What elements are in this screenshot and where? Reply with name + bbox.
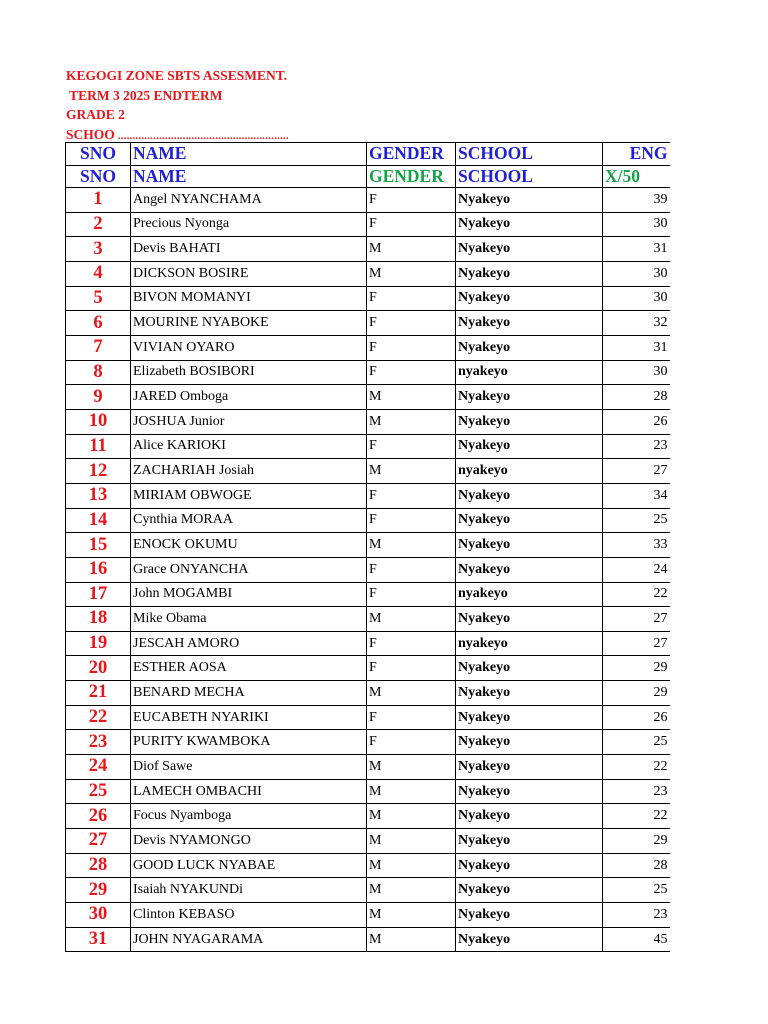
cell-eng-score: 30 — [603, 286, 670, 311]
cell-gender: M — [367, 385, 456, 410]
table-row — [66, 385, 670, 410]
cell-name: Precious Nyonga — [131, 212, 367, 237]
table-row — [66, 508, 670, 533]
cell-name: Diof Sawe — [131, 755, 367, 780]
results-table — [65, 142, 670, 952]
cell-sno: 22 — [66, 705, 131, 730]
cell-gender: M — [367, 607, 456, 632]
cell-name: JOSHUA Junior — [131, 409, 367, 434]
subheader-name: NAME — [131, 165, 367, 188]
cell-school: Nyakeyo — [456, 188, 603, 213]
header-school: SCHOOL — [456, 143, 603, 166]
subheader-school: SCHOOL — [456, 165, 603, 188]
cell-eng-score: 39 — [603, 188, 670, 213]
cell-eng-score: 23 — [603, 903, 670, 928]
cell-name: Mike Obama — [131, 607, 367, 632]
cell-eng-score: 28 — [603, 853, 670, 878]
subheader-gender: GENDER — [367, 165, 456, 188]
cell-school: Nyakeyo — [456, 903, 603, 928]
cell-school: Nyakeyo — [456, 607, 603, 632]
document-header — [66, 66, 289, 144]
table-row — [66, 483, 670, 508]
cell-school: Nyakeyo — [456, 730, 603, 755]
cell-school: Nyakeyo — [456, 829, 603, 854]
cell-eng-score: 27 — [603, 607, 670, 632]
cell-sno: 27 — [66, 829, 131, 854]
cell-school: nyakeyo — [456, 360, 603, 385]
cell-sno: 25 — [66, 779, 131, 804]
table-row — [66, 582, 670, 607]
cell-sno: 2 — [66, 212, 131, 237]
cell-gender: F — [367, 582, 456, 607]
cell-sno: 5 — [66, 286, 131, 311]
term-title: TERM 3 2025 ENDTERM — [66, 87, 223, 103]
cell-school: Nyakeyo — [456, 385, 603, 410]
cell-name: MIRIAM OBWOGE — [131, 483, 367, 508]
cell-name: Angel NYANCHAMA — [131, 188, 367, 213]
cell-school: Nyakeyo — [456, 483, 603, 508]
table-row — [66, 311, 670, 336]
cell-eng-score: 22 — [603, 582, 670, 607]
cell-school: Nyakeyo — [456, 755, 603, 780]
cell-name: Focus Nyamboga — [131, 804, 367, 829]
cell-gender: M — [367, 261, 456, 286]
cell-sno: 12 — [66, 459, 131, 484]
cell-eng-score: 34 — [603, 483, 670, 508]
cell-school: Nyakeyo — [456, 804, 603, 829]
cell-eng-score: 32 — [603, 311, 670, 336]
cell-school: Nyakeyo — [456, 286, 603, 311]
cell-sno: 29 — [66, 878, 131, 903]
cell-sno: 28 — [66, 853, 131, 878]
cell-name: JESCAH AMORO — [131, 631, 367, 656]
cell-gender: M — [367, 533, 456, 558]
table-row — [66, 853, 670, 878]
cell-gender: F — [367, 656, 456, 681]
cell-sno: 31 — [66, 927, 131, 952]
cell-eng-score: 22 — [603, 755, 670, 780]
cell-gender: F — [367, 311, 456, 336]
cell-name: DICKSON BOSIRE — [131, 261, 367, 286]
cell-school: Nyakeyo — [456, 779, 603, 804]
cell-name: ENOCK OKUMU — [131, 533, 367, 558]
cell-sno: 17 — [66, 582, 131, 607]
cell-school: Nyakeyo — [456, 311, 603, 336]
header-gender: GENDER — [367, 143, 456, 166]
cell-school: Nyakeyo — [456, 878, 603, 903]
cell-school: Nyakeyo — [456, 508, 603, 533]
table-row — [66, 779, 670, 804]
cell-sno: 16 — [66, 557, 131, 582]
cell-school: Nyakeyo — [456, 212, 603, 237]
cell-gender: F — [367, 434, 456, 459]
cell-name: Clinton KEBASO — [131, 903, 367, 928]
cell-name: ZACHARIAH Josiah — [131, 459, 367, 484]
cell-gender: M — [367, 409, 456, 434]
cell-sno: 18 — [66, 607, 131, 632]
cell-school: Nyakeyo — [456, 237, 603, 262]
cell-gender: M — [367, 853, 456, 878]
cell-sno: 10 — [66, 409, 131, 434]
cell-sno: 6 — [66, 311, 131, 336]
cell-school: Nyakeyo — [456, 261, 603, 286]
cell-gender: M — [367, 804, 456, 829]
table-row — [66, 656, 670, 681]
cell-gender: M — [367, 237, 456, 262]
table-row — [66, 903, 670, 928]
cell-eng-score: 25 — [603, 508, 670, 533]
cell-sno: 20 — [66, 656, 131, 681]
table-header-row — [66, 143, 670, 166]
cell-eng-score: 29 — [603, 829, 670, 854]
cell-eng-score: 25 — [603, 730, 670, 755]
table-row — [66, 607, 670, 632]
table-row — [66, 681, 670, 706]
cell-school: Nyakeyo — [456, 335, 603, 360]
cell-school: Nyakeyo — [456, 927, 603, 952]
cell-gender: M — [367, 878, 456, 903]
cell-gender: F — [367, 212, 456, 237]
cell-eng-score: 27 — [603, 631, 670, 656]
table-row — [66, 459, 670, 484]
cell-school: Nyakeyo — [456, 705, 603, 730]
cell-sno: 4 — [66, 261, 131, 286]
cell-gender: M — [367, 459, 456, 484]
cell-sno: 24 — [66, 755, 131, 780]
cell-name: Devis BAHATI — [131, 237, 367, 262]
cell-gender: F — [367, 188, 456, 213]
cell-school: Nyakeyo — [456, 533, 603, 558]
cell-eng-score: 22 — [603, 804, 670, 829]
cell-eng-score: 33 — [603, 533, 670, 558]
cell-sno: 3 — [66, 237, 131, 262]
cell-name: GOOD LUCK NYABAE — [131, 853, 367, 878]
table-row — [66, 878, 670, 903]
cell-gender: M — [367, 755, 456, 780]
cell-school: nyakeyo — [456, 582, 603, 607]
subheader-max-score: X/50 — [603, 165, 670, 188]
cell-name: PURITY KWAMBOKA — [131, 730, 367, 755]
cell-eng-score: 29 — [603, 656, 670, 681]
cell-school: Nyakeyo — [456, 656, 603, 681]
table-row — [66, 533, 670, 558]
cell-name: Alice KARIOKI — [131, 434, 367, 459]
cell-sno: 23 — [66, 730, 131, 755]
cell-eng-score: 30 — [603, 212, 670, 237]
cell-sno: 1 — [66, 188, 131, 213]
cell-gender: F — [367, 508, 456, 533]
cell-sno: 14 — [66, 508, 131, 533]
table-row — [66, 409, 670, 434]
table-row — [66, 360, 670, 385]
cell-name: Elizabeth BOSIBORI — [131, 360, 367, 385]
cell-name: JOHN NYAGARAMA — [131, 927, 367, 952]
cell-school: Nyakeyo — [456, 557, 603, 582]
table-row — [66, 286, 670, 311]
table-row — [66, 261, 670, 286]
cell-gender: M — [367, 927, 456, 952]
cell-gender: F — [367, 557, 456, 582]
cell-sno: 13 — [66, 483, 131, 508]
cell-eng-score: 45 — [603, 927, 670, 952]
cell-name: JARED Omboga — [131, 385, 367, 410]
table-row — [66, 705, 670, 730]
table-row — [66, 237, 670, 262]
cell-eng-score: 30 — [603, 261, 670, 286]
table-row — [66, 730, 670, 755]
cell-school: Nyakeyo — [456, 409, 603, 434]
cell-name: Isaiah NYAKUNDi — [131, 878, 367, 903]
cell-eng-score: 30 — [603, 360, 670, 385]
table-row — [66, 212, 670, 237]
table-row — [66, 434, 670, 459]
cell-sno: 9 — [66, 385, 131, 410]
cell-eng-score: 23 — [603, 434, 670, 459]
table-row — [66, 188, 670, 213]
cell-name: VIVIAN OYARO — [131, 335, 367, 360]
table-row — [66, 755, 670, 780]
cell-gender: M — [367, 779, 456, 804]
cell-gender: F — [367, 360, 456, 385]
cell-sno: 7 — [66, 335, 131, 360]
grade-title: GRADE 2 — [66, 107, 125, 122]
cell-school: Nyakeyo — [456, 434, 603, 459]
cell-school: nyakeyo — [456, 631, 603, 656]
cell-eng-score: 26 — [603, 705, 670, 730]
cell-eng-score: 31 — [603, 335, 670, 360]
table-row — [66, 557, 670, 582]
cell-gender: F — [367, 335, 456, 360]
cell-name: BENARD MECHA — [131, 681, 367, 706]
cell-name: ESTHER AOSA — [131, 656, 367, 681]
school-blank: .......................................................... — [114, 129, 289, 142]
cell-eng-score: 23 — [603, 779, 670, 804]
header-eng: ENG — [603, 143, 670, 166]
cell-sno: 30 — [66, 903, 131, 928]
header-name: NAME — [131, 143, 367, 166]
cell-sno: 21 — [66, 681, 131, 706]
cell-gender: F — [367, 705, 456, 730]
cell-sno: 8 — [66, 360, 131, 385]
cell-sno: 26 — [66, 804, 131, 829]
cell-sno: 11 — [66, 434, 131, 459]
cell-name: Devis NYAMONGO — [131, 829, 367, 854]
cell-eng-score: 25 — [603, 878, 670, 903]
subheader-sno: SNO — [66, 165, 131, 188]
cell-sno: 15 — [66, 533, 131, 558]
cell-gender: M — [367, 829, 456, 854]
cell-gender: F — [367, 286, 456, 311]
cell-eng-score: 24 — [603, 557, 670, 582]
table-row — [66, 927, 670, 952]
cell-gender: F — [367, 730, 456, 755]
cell-name: MOURINE NYABOKE — [131, 311, 367, 336]
table-row — [66, 335, 670, 360]
cell-name: Cynthia MORAA — [131, 508, 367, 533]
cell-eng-score: 28 — [603, 385, 670, 410]
cell-eng-score: 29 — [603, 681, 670, 706]
cell-name: BIVON MOMANYI — [131, 286, 367, 311]
cell-gender: F — [367, 631, 456, 656]
cell-eng-score: 26 — [603, 409, 670, 434]
table-subheader-row — [66, 165, 670, 188]
cell-name: EUCABETH NYARIKI — [131, 705, 367, 730]
cell-gender: F — [367, 483, 456, 508]
cell-name: Grace ONYANCHA — [131, 557, 367, 582]
cell-eng-score: 31 — [603, 237, 670, 262]
table-row — [66, 829, 670, 854]
cell-sno: 19 — [66, 631, 131, 656]
cell-gender: M — [367, 681, 456, 706]
zone-assessment-title: KEGOGI ZONE SBTS ASSESMENT. — [66, 68, 288, 83]
table-row — [66, 631, 670, 656]
cell-gender: M — [367, 903, 456, 928]
school-label: SCHOO — [66, 126, 115, 142]
cell-eng-score: 27 — [603, 459, 670, 484]
cell-school: Nyakeyo — [456, 853, 603, 878]
cell-name: LAMECH OMBACHI — [131, 779, 367, 804]
header-sno: SNO — [66, 143, 131, 166]
cell-school: Nyakeyo — [456, 681, 603, 706]
cell-school: nyakeyo — [456, 459, 603, 484]
table-row — [66, 804, 670, 829]
cell-name: John MOGAMBI — [131, 582, 367, 607]
